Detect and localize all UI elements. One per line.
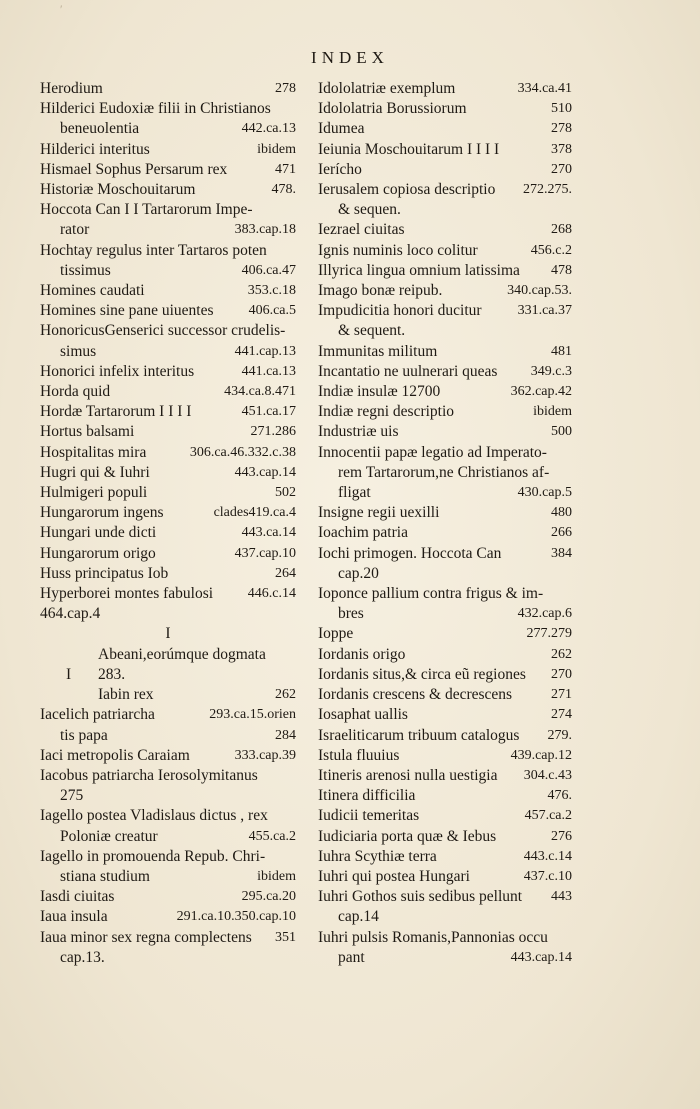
index-entry-page-ref: 434.ca.8.471	[224, 384, 296, 400]
index-entry-text: Hismael Sophus Persarum rex	[40, 160, 228, 178]
index-entry-page-ref: ibidem	[257, 141, 296, 157]
index-entry	[318, 645, 572, 665]
index-entry	[318, 867, 572, 887]
index-entry	[318, 705, 572, 725]
index-entry	[40, 241, 296, 261]
index-entry-text: Historiæ Moschouitarum	[40, 181, 196, 199]
index-entry	[40, 483, 296, 503]
index-entry-text: Hyperborei montes fabulosi	[40, 585, 214, 603]
index-entry-text: Hungari unde dicti	[40, 524, 157, 542]
index-entry	[40, 544, 296, 564]
index-column-right	[318, 79, 572, 968]
index-entry-text: Indiæ insulæ 12700	[318, 383, 441, 401]
index-entry-text: Iasdi ciuitas	[40, 888, 115, 906]
index-entry	[40, 827, 296, 847]
index-entry-page-ref: 266	[551, 525, 572, 541]
index-entry	[318, 342, 572, 362]
index-entry-page-ref: 268	[551, 222, 572, 238]
index-entry	[40, 220, 296, 240]
index-entry-text: Ierusalem copiosa descriptio	[318, 181, 496, 199]
index-entry	[318, 746, 572, 766]
index-entry-text: Hungarorum ingens	[40, 504, 164, 522]
index-entry-page-ref: 262	[551, 646, 572, 662]
index-entry-text: Hochtay regulus inter Tartaros poten	[40, 241, 267, 259]
index-entry	[40, 402, 296, 422]
index-entry-text: Istula fluuius	[318, 746, 400, 764]
index-entry	[40, 685, 296, 705]
index-entry-text: Idololatriæ exemplum	[318, 80, 456, 97]
index-entry-text: Iagello postea Vladislaus dictus , rex	[40, 807, 268, 825]
index-entry-text: Iordanis situs,& circa eũ regiones	[318, 665, 526, 683]
index-entry	[318, 483, 572, 503]
index-entry	[318, 786, 572, 806]
index-entry-page-ref: 446.c.14	[247, 586, 296, 602]
index-entry	[40, 503, 296, 523]
index-entry	[318, 382, 572, 402]
index-entry	[318, 402, 572, 422]
index-entry-page-ref: 270	[551, 161, 572, 177]
index-entry-page-ref: clades419.ca.4	[213, 505, 296, 521]
index-entry-page-ref: ibidem	[533, 404, 572, 420]
index-entry-text: simus	[60, 342, 97, 360]
index-entry-page-ref: 271.286	[250, 424, 296, 440]
index-entry-page-ref: 334.ca.41	[517, 81, 572, 96]
index-entry-text: Ignis numinis loco colitur	[318, 241, 478, 259]
index-entry-page-ref: 271	[551, 687, 572, 703]
index-entry	[40, 119, 296, 139]
index-entry-page-ref: 476.	[547, 788, 572, 804]
index-entry-page-ref: 443.cap.14	[234, 464, 296, 480]
index-entry-text: bres	[338, 605, 364, 623]
index-entry	[318, 362, 572, 382]
index-entry-text: 464.cap.4	[40, 605, 101, 623]
index-entry	[40, 180, 296, 200]
page-speck: ′	[60, 2, 63, 16]
index-entry	[40, 806, 296, 826]
index-entry-page-ref: 383.cap.18	[234, 222, 296, 238]
index-entry	[318, 584, 572, 604]
index-entry	[40, 523, 296, 543]
index-entry-text: Iosaphat uallis	[318, 706, 408, 724]
index-entry	[40, 867, 296, 887]
index-entry	[40, 99, 296, 119]
index-entry-text: Immunitas militum	[318, 342, 438, 360]
index-column-left	[40, 79, 296, 968]
index-entry-text: Honorici infelix interitus	[40, 362, 195, 380]
index-entry-text: Hulmigeri populi	[40, 484, 148, 502]
index-entry-text: Hortus balsami	[40, 423, 135, 441]
index-entry-page-ref: 439.cap.12	[510, 747, 572, 763]
index-entry	[40, 726, 296, 746]
index-entry-text: Ieiunia Moschouitarum I I I I	[318, 140, 500, 158]
index-entry	[318, 847, 572, 867]
index-entry-page-ref: ibidem	[257, 868, 296, 884]
index-entry-text: beneuolentia	[60, 120, 140, 138]
index-entry-page-ref: 437.c.10	[523, 868, 572, 884]
index-entry-text: Hoccota Can I I Tartarorum Impe-	[40, 201, 253, 219]
index-entry-text: Iezrael ciuitas	[318, 221, 405, 239]
index-entry-text: pant	[338, 948, 365, 966]
index-entry	[40, 79, 296, 99]
index-entry	[318, 422, 572, 442]
index-entry-page-ref: 284	[275, 727, 296, 743]
index-entry-page-ref: 443.ca.14	[241, 525, 296, 541]
index-entry-text: Huss principatus Iob	[40, 564, 169, 582]
index-entry-text: Illyrica lingua omnium latissima	[318, 261, 520, 279]
index-entry	[40, 261, 296, 281]
index-entry	[318, 301, 572, 321]
index-entry-page-ref: 406.ca.47	[241, 262, 296, 278]
index-entry-text: Insigne regii uexilli	[318, 504, 440, 522]
index-entry	[40, 160, 296, 180]
index-entry	[318, 180, 572, 200]
index-entry-page-ref: 304.c.43	[523, 767, 572, 783]
index-entry	[318, 948, 572, 968]
index-entry-text: Industriæ uis	[318, 423, 399, 441]
index-entry-text: Iuhri qui postea Hungari	[318, 867, 470, 885]
index-entry-text: 275	[60, 787, 84, 805]
index-entry-page-ref: 333.cap.39	[234, 747, 296, 763]
index-entry-lead-letter: I	[66, 665, 72, 683]
index-entry	[318, 544, 572, 564]
index-entry-text: cap.13.	[60, 948, 105, 966]
index-entry	[40, 362, 296, 382]
index-entry	[318, 160, 572, 180]
index-entry-text: Innocentii papæ legatio ad Imperato-	[318, 443, 547, 461]
index-entry-text: & sequent.	[338, 322, 406, 340]
index-entry	[40, 948, 296, 968]
index-entry-text: & sequen.	[338, 201, 401, 219]
index-entry	[318, 564, 572, 584]
index-entry-text: Hilderici interitus	[40, 140, 150, 158]
index-entry	[40, 705, 296, 725]
index-entry	[40, 321, 296, 341]
index-entry-text: Itineris arenosi nulla uestigia	[318, 766, 498, 784]
index-entry	[318, 220, 572, 240]
index-entry-page-ref: 362.cap.42	[510, 384, 572, 400]
index-entry	[318, 200, 572, 220]
index-entry	[318, 140, 572, 160]
index-entry	[318, 79, 572, 99]
index-entry	[318, 766, 572, 786]
index-entry-text: Idumea	[318, 120, 365, 138]
index-entry-text: I	[165, 625, 171, 643]
index-entry	[318, 604, 572, 624]
index-entry	[40, 847, 296, 867]
index-entry-text: Poloniæ creatur	[60, 827, 158, 845]
index-entry-page-ref: 270	[551, 666, 572, 682]
index-entry-text: Herodium	[40, 80, 103, 97]
index-entry	[40, 604, 296, 624]
index-entry	[40, 786, 296, 806]
index-entry-text: Homines sine pane uiuentes	[40, 302, 214, 320]
index-entry-page-ref: 432.cap.6	[517, 606, 572, 622]
index-entry	[40, 766, 296, 786]
index-entry-text: tissimus	[60, 261, 111, 279]
index-entry-text: Hordæ Tartarorum I I I I	[40, 403, 192, 421]
index-entry	[40, 281, 296, 301]
index-entry-text: 283.	[98, 665, 126, 683]
index-entry	[318, 685, 572, 705]
index-entry-page-ref: 291.ca.10.350.cap.10	[176, 909, 296, 925]
index-entry-page-ref: 480	[551, 505, 572, 521]
index-entry	[40, 746, 296, 766]
index-entry-page-ref: 455.ca.2	[248, 828, 296, 844]
index-entry	[318, 503, 572, 523]
index-entry-text: Hospitalitas mira	[40, 443, 147, 461]
index-entry-page-ref: 293.ca.15.orien	[209, 707, 296, 723]
index-entry-text: Impudicitia honori ducitur	[318, 302, 482, 320]
index-entry-text: Iudiciaria porta quæ & Iebus	[318, 827, 497, 845]
index-entry-text: Iordanis origo	[318, 645, 406, 663]
index-entry-page-ref: 279.	[547, 727, 572, 743]
index-entry	[40, 140, 296, 160]
index-entry-text: rem Tartarorum,ne Christianos af-	[338, 463, 550, 481]
index-entry	[318, 463, 572, 483]
index-entry-text: Iudicii temeritas	[318, 807, 420, 825]
index-entry-page-ref: 478.	[271, 182, 296, 198]
index-entry	[40, 422, 296, 442]
index-entry	[40, 645, 296, 665]
index-entry-text: HonoricusGenserici successor crudelis-	[40, 322, 286, 340]
index-entry	[318, 806, 572, 826]
index-entry-text: Iaci metropolis Caraiam	[40, 746, 190, 764]
index-entry-text: Iuhra Scythiæ terra	[318, 847, 437, 865]
index-entry-page-ref: 406.ca.5	[248, 303, 296, 319]
index-entry-text: Iaua insula	[40, 908, 108, 926]
index-entry-text: Imago bonæ reipub.	[318, 282, 443, 300]
index-entry	[318, 99, 572, 119]
index-entry-text: Hugri qui & Iuhri	[40, 463, 150, 481]
index-entry-page-ref: 277.279	[526, 626, 572, 642]
index-entry-text: tis papa	[60, 726, 108, 744]
index-entry-page-ref: 457.ca.2	[524, 808, 572, 824]
index-entry-text: stiana studium	[60, 867, 150, 885]
page-title: INDEX	[311, 48, 389, 67]
index-entry-page-ref: 353.c.18	[247, 283, 296, 299]
index-entry-text: Ioponce pallium contra frigus & im-	[318, 585, 544, 603]
index-entry-page-ref: 278	[551, 121, 572, 137]
index-entry-page-ref: 478	[551, 262, 572, 278]
index-entry-text: Ierícho	[318, 160, 362, 178]
index-entry-text: Horda quid	[40, 383, 111, 401]
index-entry-text: Ioppe	[318, 625, 354, 643]
index-entry	[318, 119, 572, 139]
index-entry-page-ref: 441.cap.13	[234, 343, 296, 359]
index-entry-page-ref: 502	[275, 485, 296, 501]
index-entry-text: Homines caudati	[40, 282, 145, 300]
index-entry-text: Iordanis crescens & decrescens	[318, 686, 513, 704]
index-entry-text: Iabin rex	[98, 686, 154, 704]
index-entry-page-ref: 351	[275, 929, 296, 945]
index-entry-text: Hilderici Eudoxiæ filii in Christianos	[40, 100, 271, 118]
index-entry-page-ref: 306.ca.46.332.c.38	[189, 444, 296, 460]
index-entry-text: Iagello in promouenda Repub. Chri-	[40, 847, 266, 865]
index-entry	[318, 241, 572, 261]
index-entry-page-ref: 272.275.	[523, 182, 572, 198]
index-entry-page-ref: 378	[551, 141, 572, 157]
index-entry	[40, 584, 296, 604]
index-entry	[318, 726, 572, 746]
index-entry	[40, 564, 296, 584]
index-entry-text: rator	[60, 221, 90, 239]
index-entry-page-ref: 471	[275, 161, 296, 177]
index-entry-text: Ioachim patria	[318, 524, 408, 542]
index-entry	[318, 887, 572, 907]
index-entry-page-ref: 481	[551, 343, 572, 359]
index-entry	[40, 463, 296, 483]
index-entry	[318, 665, 572, 685]
index-section-letter	[40, 624, 296, 644]
index-entry-page-ref: 443.cap.14	[510, 949, 572, 965]
index-entry	[40, 907, 296, 927]
index-entry	[40, 443, 296, 463]
index-entry	[318, 261, 572, 281]
index-entry-text: Incantatio ne uulnerari queas	[318, 362, 498, 380]
index-entry-page-ref: 441.ca.13	[241, 363, 296, 379]
index-entry-page-ref: 295.ca.20	[241, 889, 296, 905]
index-entry-text: Itinera difficilia	[318, 787, 416, 805]
index-entry-text: cap.14	[338, 908, 379, 926]
index-entry-text: Israeliticarum tribuum catalogus	[318, 726, 520, 744]
index-entry-page-ref: 262	[275, 687, 296, 703]
index-entry	[318, 907, 572, 927]
index-entry	[318, 928, 572, 948]
index-entry-page-ref: 384	[551, 545, 572, 561]
index-entry-text: Idololatria Borussiorum	[318, 100, 467, 118]
index-entry-text: Hungarorum origo	[40, 544, 156, 562]
index-entry-page-ref: 331.ca.37	[517, 303, 572, 319]
index-entry-page-ref: 437.cap.10	[234, 545, 296, 561]
index-entry-text: Iacelich patriarcha	[40, 706, 155, 724]
index-entry-page-ref: 442.ca.13	[241, 121, 296, 137]
index-entry	[318, 523, 572, 543]
index-entry-page-ref: 340.cap.53.	[507, 283, 572, 299]
index-entry-text: Abeani,eorúmque dogmata	[98, 645, 266, 663]
index-entry-page-ref: 443	[551, 889, 572, 905]
index-entry	[40, 665, 296, 685]
index-entry-text: Iacobus patriarcha Ierosolymitanus	[40, 766, 258, 784]
index-entry-text: Iuhri Gothos suis sedibus pellunt	[318, 888, 523, 906]
index-entry-text: cap.20	[338, 564, 379, 582]
index-entry	[40, 382, 296, 402]
index-entry-page-ref: 276	[551, 828, 572, 844]
index-entry-page-ref: 500	[551, 424, 572, 440]
index-entry	[318, 827, 572, 847]
index-entry	[40, 200, 296, 220]
index-entry-page-ref: 278	[275, 81, 296, 96]
index-entry-text: Iochi primogen. Hoccota Can	[318, 544, 502, 562]
index-entry	[40, 342, 296, 362]
index-entry-text: fligat	[338, 484, 371, 502]
index-entry-text: Iaua minor sex regna complectens	[40, 928, 252, 946]
index-entry	[318, 321, 572, 341]
index-entry	[40, 301, 296, 321]
index-entry	[318, 624, 572, 644]
index-entry	[40, 928, 296, 948]
index-entry	[318, 443, 572, 463]
index-entry-page-ref: 349.c.3	[530, 363, 572, 379]
index-entry-page-ref: 443.c.14	[523, 848, 572, 864]
index-entry-text: Iuhri pulsis Romanis,Pannonias occu	[318, 928, 548, 946]
index-entry-page-ref: 430.cap.5	[517, 485, 572, 501]
index-entry	[40, 887, 296, 907]
index-entry	[318, 281, 572, 301]
index-entry-page-ref: 264	[275, 565, 296, 581]
index-entry-text: Indiæ regni descriptio	[318, 403, 455, 421]
index-entry-page-ref: 456.c.2	[530, 242, 572, 258]
index-entry-page-ref: 510	[551, 101, 572, 117]
index-entry-page-ref: 451.ca.17	[241, 404, 296, 420]
index-entry-page-ref: 274	[551, 707, 572, 723]
